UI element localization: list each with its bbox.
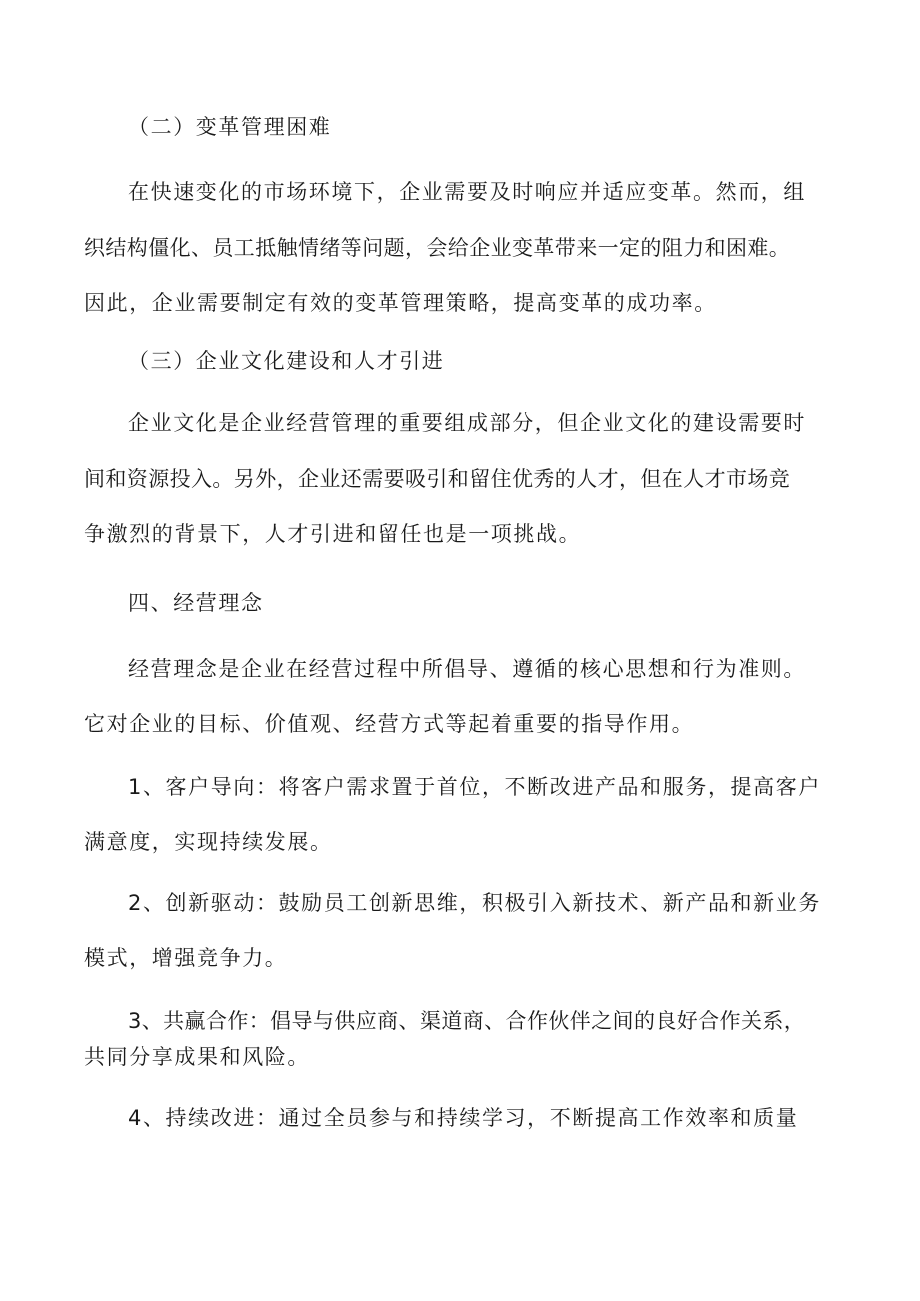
section-3-para-line-1: 企业文化是企业经营管理的重要组成部分，但企业文化的建设需要时 — [128, 411, 806, 435]
section-2-para-line-1: 在快速变化的市场环境下，企业需要及时响应并适应变革。然而，组 — [128, 180, 806, 204]
item-1-line-1: 1、客户导向：将客户需求置于首位，不断改进产品和服务，提高客户 — [128, 775, 821, 799]
section-2-para-line-3: 因此，企业需要制定有效的变革管理策略，提高变革的成功率。 — [84, 291, 717, 315]
section-4-heading: 四、经营理念 — [128, 591, 264, 615]
item-4-line-1: 4、持续改进：通过全员参与和持续学习，不断提高工作效率和质量 — [128, 1106, 799, 1130]
item-1-line-2: 满意度，实现持续发展。 — [84, 830, 333, 854]
section-2-heading: （二）变革管理困难 — [128, 115, 332, 139]
section-3-para-line-2: 间和资源投入。另外，企业还需要吸引和留住优秀的人才，但在人才市场竞 — [84, 467, 791, 491]
item-2-line-2: 模式，增强竞争力。 — [84, 946, 288, 970]
section-4-para-line-2: 它对企业的目标、价值观、经营方式等起着重要的指导作用。 — [84, 712, 695, 736]
item-3-line-1: 3、共赢合作：倡导与供应商、渠道商、合作伙伴之间的良好合作关系， — [128, 1009, 806, 1033]
section-3-heading: （三）企业文化建设和人才引进 — [128, 349, 445, 373]
item-2-line-1: 2、创新驱动：鼓励员工创新思维，积极引入新技术、新产品和新业务 — [128, 891, 821, 915]
item-3-line-2: 共同分享成果和风险。 — [84, 1045, 310, 1069]
section-2-para-line-2: 织结构僵化、员工抵触情绪等问题，会给企业变革带来一定的阻力和困难。 — [84, 236, 791, 260]
section-4-para-line-1: 经营理念是企业在经营过程中所倡导、遵循的核心思想和行为准则。 — [128, 657, 806, 681]
section-3-para-line-3: 争激烈的背景下，人才引进和留任也是一项挑战。 — [84, 522, 582, 546]
